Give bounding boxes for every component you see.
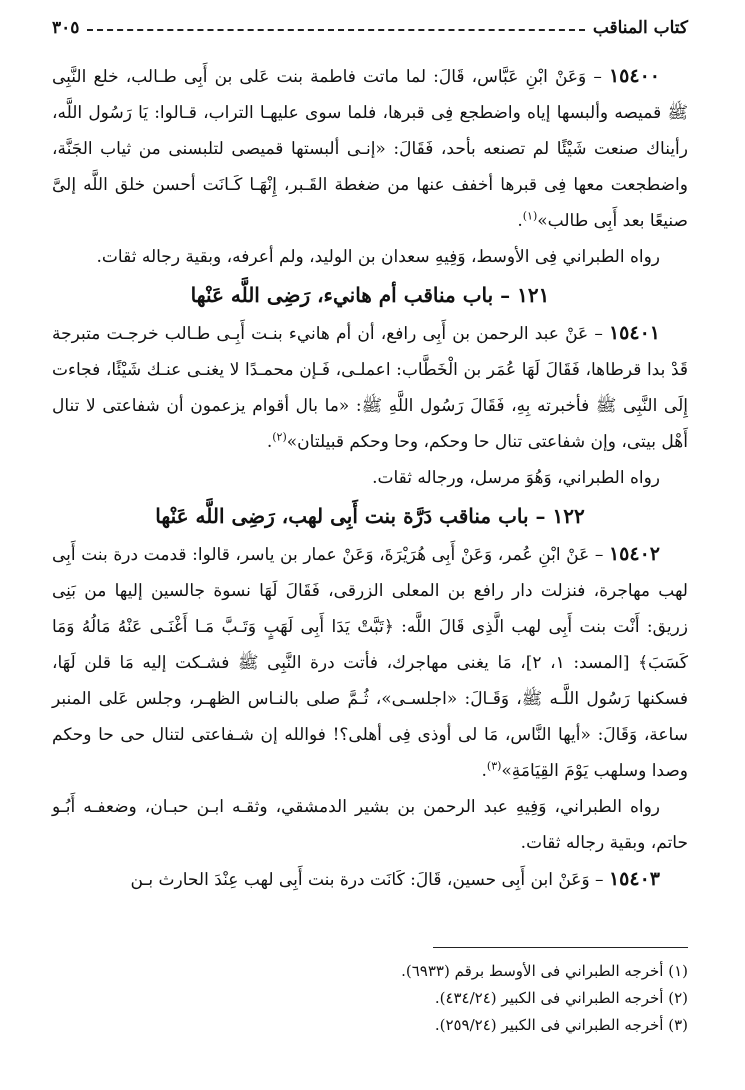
footnote-2: (٢) أخرجه الطبراني فى الكبير (٤٣٤/٢٤).	[434, 989, 688, 1007]
main-text	[52, 58, 688, 898]
hadith-end: .	[481, 761, 487, 781]
hadith-15400	[52, 58, 688, 239]
hadith-15402	[52, 536, 688, 789]
page-number: ٣٠٥	[52, 18, 80, 38]
chapter-heading-121: ١٢١ – باب مناقب أم هانيء، رَضِى اللَّه عَنْها	[190, 283, 550, 307]
hadith-grading: رواه الطبراني، وَفِيهِ عبد الرحمن بن بشير الدمشقي، وثقـه ابـن حبـان، وضعفـه أَبُـو حاتم، وبقية رجاله ثقات.	[52, 797, 688, 853]
hadith-number: ١٥٤٠١	[608, 322, 660, 344]
hadith-text: – عَنْ عبد الرحمن بن أَبِى رافع، أن أم هانيء بنـت أَبِـى طـالب خرجـت متبرجة قَدْ بدا قرطاها، فَقَالَ لَهَا عُمَر بن الْخَطَّاب: اعملـى، فَـإن محمـدًا لا يغنـى عنـك شَيْئًا، فجاءت إِلَى النَّبِى ﷺ فأخبرته بِهِ، فَقَالَ رَسُول اللَّهِ ﷺ: «ما بال أقوام يزعمون أن شفاعتى لا تنال أَهْل بيتى، وإن شفاعتى تنال حا وحكم، وحا وحكم قبيلتان»	[52, 324, 688, 452]
running-header	[52, 16, 688, 40]
hadith-grading: رواه الطبراني فِى الأوسط، وَفِيهِ سعدان بن الوليد، ولم أعرفه، وبقية رجاله ثقات.	[96, 247, 660, 267]
hadith-text: – وَعَنْ ابْنِ عَبَّاس، قَالَ: لما ماتت فاطمة بنت عَلى بن أَبِى طـالب، خلع النَّبِى ﷺ قميصه وألبسها إياه واضطجع فِى قبرها، فلما سوى عليهـا التراب، قـالوا: يَا رَسُول اللَّه، رأيناك صنعت شَيْئًا لم تصنعه بأحد، فَقَالَ: «إنـى ألبستها قميصى لتلبسنى من ثياب الجَنَّة، واضطجعت معها فِى قبرها أخفف عنها من ضغطة القَـبر، إِنْهَـا كَـانَت أحسن خلق اللَّه إلىَّ صنيعًا بعد أَبِى طالب»	[52, 67, 688, 231]
footnote-3: (٣) أخرجه الطبراني فى الكبير (٢٥٩/٢٤).	[434, 1016, 688, 1034]
hadith-15403	[52, 861, 688, 898]
hadith-number: ١٥٤٠٢	[608, 543, 660, 565]
hadith-end: .	[517, 211, 523, 231]
footnote-ref: (٣)	[486, 759, 502, 773]
hadith-number: ١٥٤٠٠	[608, 65, 660, 87]
book-title: كتاب المناقب	[592, 18, 688, 38]
hadith-text: – عَنْ ابْنِ عُمر، وَعَنْ أَبِى هُرَيْرَةَ، وَعَنْ عمار بن ياسر، قالوا: قدمت درة بنت أَبِى لهب مهاجرة، فنزلت دار رافع بن المعلى الزرقى، فَقَالَ لَهَا نسوة جالسين إليها من بَنِى زريق: أَنْت بنت أَبِى لهب الَّذِى قَالَ اللَّه: ﴿تَبَّتْ يَدَا أَبِى لَهَبٍ وَتَـبَّ مَـا أَغْنَـى عَنْهُ مَالُهُ وَمَا كَسَبَ﴾ [المسد: ١، ٢]، مَا يغنى مهاجرك، فأتت درة النَّبِى ﷺ فشـكت إليه مَا قلن لَهَا، فسكنها رَسُول اللَّـه ﷺ، وَقَـالَ: «اجلسـى»، ثُـمَّ صلى بالنـاس الظهـر، وجلس عَلى المنبر ساعة، وَقَالَ: «أيها النَّاس، مَا لى أوذى فِى أهلى؟! فوالله إن شـفاعتى لتنال حى حا وحكم وصدا وسلهب يَوْمَ القِيَامَةِ»	[52, 545, 688, 781]
footnote-separator	[433, 947, 688, 948]
hadith-grading: رواه الطبراني، وَهُوَ مرسل، ورجاله ثقات.	[372, 468, 660, 488]
hadith-end: .	[266, 432, 273, 452]
chapter-heading-122: ١٢٢ – باب مناقب دَرَّة بنت أَبِى لهب، رَضِى اللَّه عَنْها	[155, 504, 585, 528]
hadith-15401	[52, 315, 688, 460]
hadith-number: ١٥٤٠٣	[608, 868, 660, 890]
hadith-text: – وَعَنْ ابن أَبِى حسين، قَالَ: كَانَت درة بنت أَبِى لهب عِنْدَ الحارث بـن	[130, 870, 609, 890]
header-dashed-rule	[87, 29, 584, 31]
footnotes	[52, 958, 688, 1039]
footnote-1: (١) أخرجه الطبراني فى الأوسط برقم (٦٩٣٣).	[401, 962, 688, 980]
footnote-ref: (٢)	[272, 430, 287, 444]
footnote-ref: (١)	[522, 209, 538, 223]
